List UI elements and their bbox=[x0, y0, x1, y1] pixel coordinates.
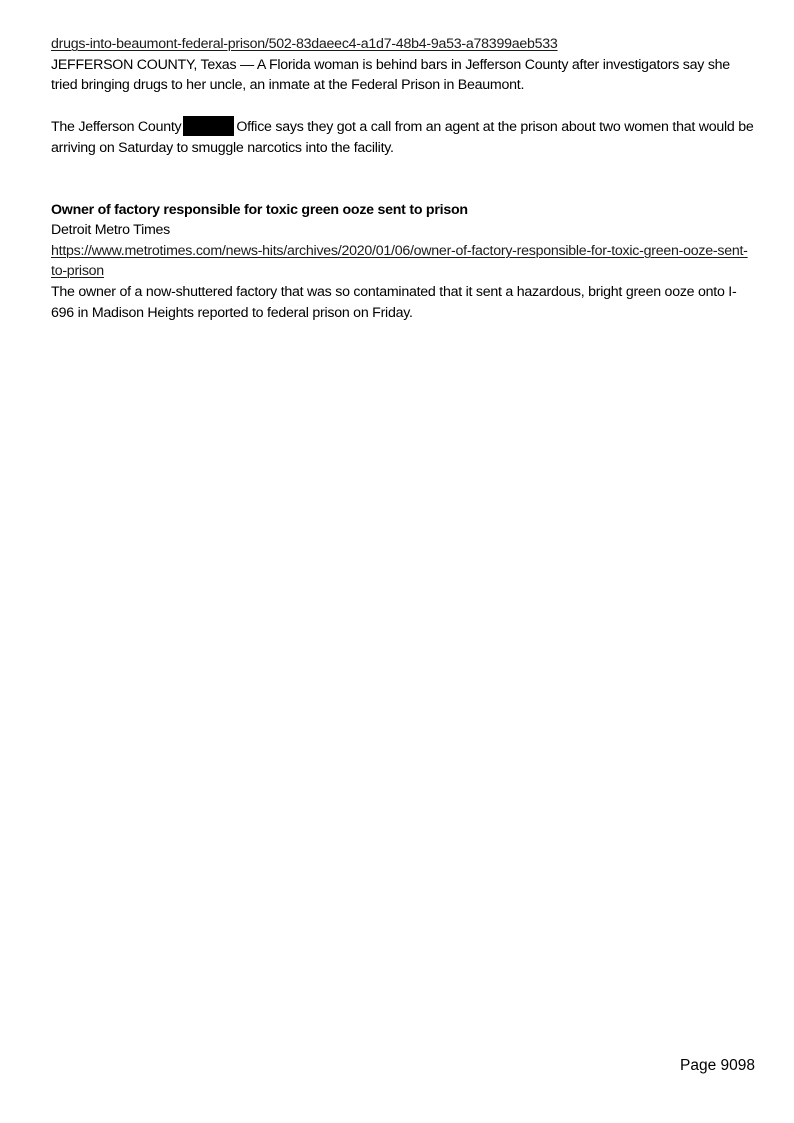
article1-paragraph-start: The Jefferson County bbox=[51, 119, 182, 136]
article2-url[interactable] bbox=[51, 241, 757, 282]
article1-paragraph-end: Office says they got a call from an agent at the prison about two women that would be arriving on Saturday to smuggle narcotics into the facility. bbox=[51, 119, 754, 156]
page-number: Page 9098 bbox=[680, 1057, 755, 1074]
article1-paragraph bbox=[51, 116, 757, 158]
article2-source: Detroit Metro Times bbox=[51, 222, 171, 239]
article2-title: Owner of factory responsible for toxic green ooze sent to prison bbox=[51, 201, 468, 218]
article1-url-link[interactable]: drugs-into-beaumont-federal-prison/502-83daeec4-a1d7-48b4-9a53-a78399aeb533 bbox=[51, 36, 558, 52]
redaction-block bbox=[183, 116, 234, 136]
article2-summary: The owner of a now-shuttered factory that was so contaminated that it sent a hazardous, bright green ooze onto I-696 in Madison Heights reported to federal prison on Friday. bbox=[51, 283, 737, 321]
document-body bbox=[51, 34, 757, 323]
article1-url[interactable] bbox=[51, 34, 757, 55]
article1-summary: JEFFERSON COUNTY, Texas — A Florida woman is behind bars in Jefferson County after investigators say she tried bringing drugs to her uncle, an inmate at the Federal Prison in Beaumont. bbox=[51, 56, 730, 94]
article2-url-link[interactable]: https://www.metrotimes.com/news-hits/archives/2020/01/06/owner-of-factory-responsible-for-toxic-green-ooze-sent-to-prison bbox=[51, 242, 748, 280]
